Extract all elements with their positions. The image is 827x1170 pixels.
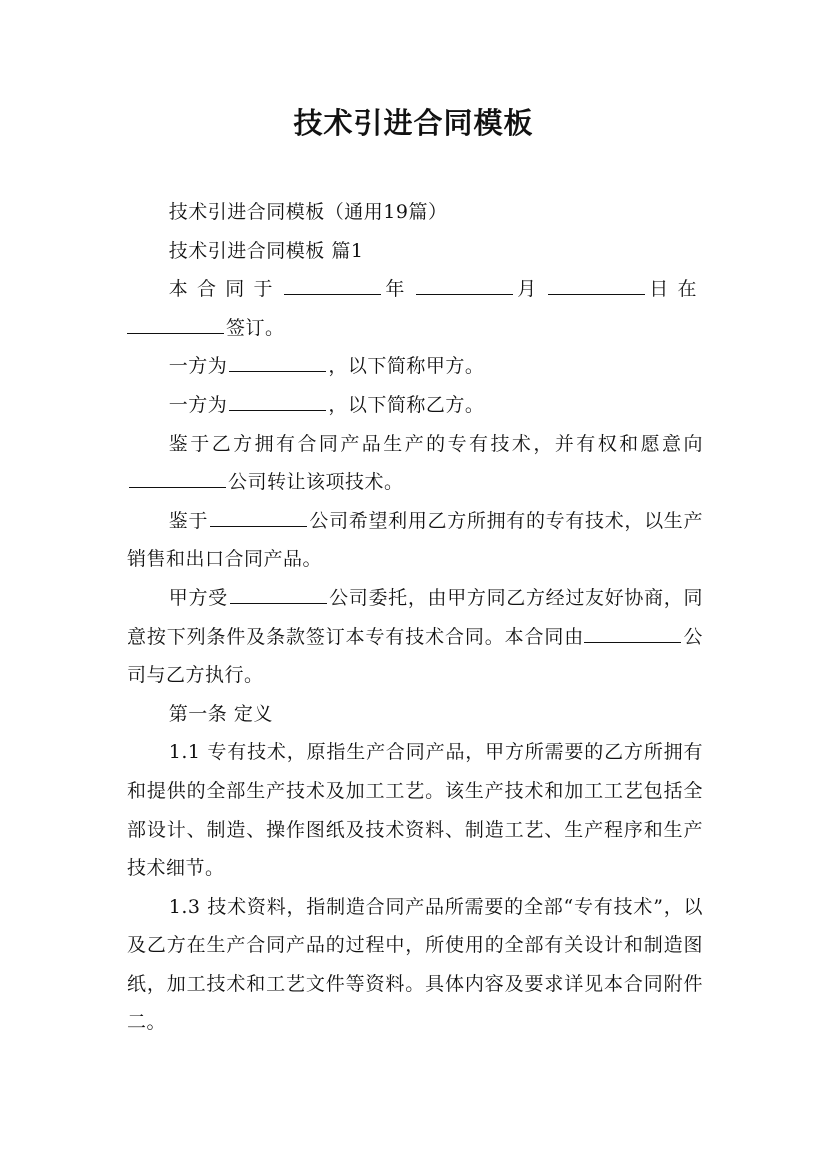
paragraph-text: 1.3 技术资料，指制造合同产品所需要的全部“专有技术”，以及乙方在生产合同产品的过程中，所使用的全部有关设计和制造图纸，加工技术和工艺文件等资料。具体内容及要求详见本合同附件二。 (127, 895, 703, 1034)
blank-line (229, 354, 326, 372)
paragraph-party-b (127, 386, 703, 425)
paragraph-text: 技术引进合同模板 篇1 (168, 239, 364, 262)
paragraph-clause-1-1 (127, 733, 703, 887)
text-segment: 年 (382, 278, 414, 301)
blank-line (416, 277, 513, 295)
paragraph-whereas-2 (127, 502, 703, 579)
text-segment: 甲方受 (168, 586, 228, 609)
paragraph-section-heading (127, 232, 703, 271)
paragraph-text: 第一条 定义 (168, 702, 273, 725)
text-segment: 月 (514, 278, 546, 301)
text-segment: 鉴于乙方拥有合同产品生产的专有技术，并有权和愿意向 (168, 432, 703, 455)
blank-line (284, 277, 381, 295)
text-segment: 公司转让该项技术。 (228, 471, 404, 494)
text-segment: ，以下简称甲方。 (328, 355, 485, 378)
blank-line (584, 624, 681, 642)
blank-line (548, 277, 645, 295)
document-title: 技术引进合同模板 (293, 106, 534, 140)
blank-line (229, 393, 326, 411)
paragraph-article-heading (127, 695, 703, 734)
paragraph-clause-1-3 (127, 888, 703, 1042)
blank-line (127, 316, 224, 334)
text-segment: 鉴于 (168, 509, 209, 532)
paragraph-text: 1.1 专有技术，原指生产合同产品，甲方所需要的乙方所拥有和提供的全部生产技术及加工工艺。该生产技术和加工工艺包括全部设计、制造、操作图纸及技术资料、制造工艺、生产程序和生产技术细节。 (127, 741, 703, 880)
document-body (127, 193, 703, 1042)
paragraph-text: 技术引进合同模板（通用19篇） (168, 201, 448, 223)
text-segment: 签订。 (226, 316, 285, 339)
blank-line (230, 586, 327, 604)
paragraph-whereas-1 (127, 425, 703, 502)
paragraph-signing-date (127, 270, 703, 347)
blank-line (129, 470, 226, 488)
paragraph-entrustment (127, 579, 703, 695)
text-segment: 日在 (646, 278, 703, 301)
text-segment: 公司希望利用乙方所拥有的专有技术，以生产销售和出口合同产品。 (127, 509, 703, 571)
paragraph-subtitle (127, 193, 703, 232)
text-segment: ，以下简称乙方。 (328, 393, 485, 416)
text-segment: 本合同于 (168, 278, 282, 301)
text-segment: 一方为 (168, 355, 228, 378)
blank-line (210, 509, 307, 527)
paragraph-party-a (127, 347, 703, 386)
text-segment: 公司委托，由甲方同乙方经过友好协商，同意按下列条件及条款签订本专有技术合同。本合同由 (127, 586, 703, 648)
text-segment: 公司与乙方执行。 (127, 625, 703, 687)
text-segment: 一方为 (168, 393, 228, 416)
